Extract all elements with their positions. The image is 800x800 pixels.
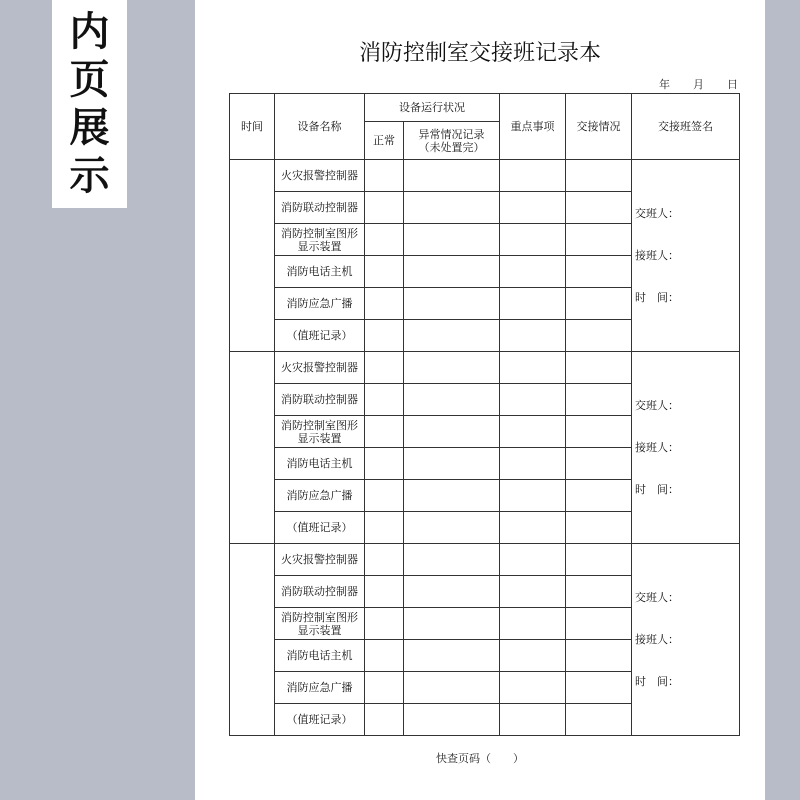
time-cell bbox=[230, 352, 275, 544]
abnormal-cell[interactable] bbox=[404, 704, 500, 736]
handover-cell[interactable] bbox=[566, 192, 632, 224]
device-name-line: 消防联动控制器 bbox=[281, 585, 358, 598]
header-sign: 交接班签名 bbox=[632, 94, 740, 160]
abnormal-cell[interactable] bbox=[404, 608, 500, 640]
device-name-cell bbox=[275, 448, 365, 480]
key-items-cell[interactable] bbox=[500, 384, 566, 416]
receiver-person-label: 接班人： bbox=[635, 632, 679, 646]
key-items-cell[interactable] bbox=[500, 288, 566, 320]
key-items-cell[interactable] bbox=[500, 608, 566, 640]
device-name-cell bbox=[275, 384, 365, 416]
device-name-line: 消防控制室图形 bbox=[281, 226, 358, 240]
time-cell bbox=[230, 544, 275, 736]
sign-cell[interactable] bbox=[632, 544, 740, 736]
device-name-line: （值班记录） bbox=[286, 329, 353, 342]
abnormal-cell[interactable] bbox=[404, 256, 500, 288]
page-index-footer: 快查页码（ ） bbox=[436, 752, 524, 765]
header-device-status: 设备运行状况 bbox=[365, 94, 500, 122]
device-name-line: 消防应急广播 bbox=[286, 297, 353, 310]
label-char: 内 bbox=[69, 8, 110, 55]
key-items-cell[interactable] bbox=[500, 160, 566, 192]
header-abnormal-line2: （未处置完） bbox=[418, 140, 485, 154]
key-items-cell[interactable] bbox=[500, 704, 566, 736]
key-items-cell[interactable] bbox=[500, 640, 566, 672]
device-name-line: 消防应急广播 bbox=[286, 489, 353, 502]
handover-cell[interactable] bbox=[566, 384, 632, 416]
table-row bbox=[230, 544, 740, 576]
abnormal-cell[interactable] bbox=[404, 640, 500, 672]
receiver-person-label: 接班人： bbox=[635, 440, 679, 454]
device-name-cell bbox=[275, 704, 365, 736]
handover-cell[interactable] bbox=[566, 288, 632, 320]
sign-cell[interactable] bbox=[632, 352, 740, 544]
normal-cell[interactable] bbox=[365, 512, 404, 544]
inner-page-label bbox=[52, 0, 127, 208]
normal-cell[interactable] bbox=[365, 672, 404, 704]
abnormal-cell[interactable] bbox=[404, 576, 500, 608]
device-name-line: （值班记录） bbox=[286, 521, 353, 534]
handover-cell[interactable] bbox=[566, 608, 632, 640]
normal-cell[interactable] bbox=[365, 224, 404, 256]
key-items-cell[interactable] bbox=[500, 352, 566, 384]
date-day-label: 日 bbox=[727, 78, 738, 91]
sign-time-label: 时 间： bbox=[635, 674, 679, 688]
device-name-cell bbox=[275, 672, 365, 704]
key-items-cell[interactable] bbox=[500, 480, 566, 512]
device-name-line: 火灾报警控制器 bbox=[281, 553, 358, 566]
abnormal-cell[interactable] bbox=[404, 352, 500, 384]
device-name-line: 消防电话主机 bbox=[286, 265, 353, 278]
sign-cell[interactable] bbox=[632, 160, 740, 352]
handover-cell[interactable] bbox=[566, 448, 632, 480]
header-abnormal bbox=[404, 122, 500, 160]
header-device-name: 设备名称 bbox=[275, 94, 365, 160]
handover-cell[interactable] bbox=[566, 224, 632, 256]
device-name-line: 消防控制室图形 bbox=[281, 418, 358, 432]
key-items-cell[interactable] bbox=[500, 320, 566, 352]
handover-record-table bbox=[229, 93, 740, 736]
device-name-line: 消防应急广播 bbox=[286, 681, 353, 694]
table-row bbox=[230, 160, 740, 192]
normal-cell[interactable] bbox=[365, 608, 404, 640]
handover-cell[interactable] bbox=[566, 320, 632, 352]
label-char: 页 bbox=[69, 56, 110, 103]
device-name-line: 消防联动控制器 bbox=[281, 201, 358, 214]
key-items-cell[interactable] bbox=[500, 224, 566, 256]
normal-cell[interactable] bbox=[365, 448, 404, 480]
device-name-line: 消防联动控制器 bbox=[281, 393, 358, 406]
handover-cell[interactable] bbox=[566, 704, 632, 736]
normal-cell[interactable] bbox=[365, 320, 404, 352]
handover-cell[interactable] bbox=[566, 576, 632, 608]
handover-cell[interactable] bbox=[566, 544, 632, 576]
header-key-items: 重点事项 bbox=[500, 94, 566, 160]
receiver-person-label: 接班人： bbox=[635, 248, 679, 262]
device-name-cell bbox=[275, 320, 365, 352]
normal-cell[interactable] bbox=[365, 576, 404, 608]
handover-cell[interactable] bbox=[566, 256, 632, 288]
handover-cell[interactable] bbox=[566, 160, 632, 192]
key-items-cell[interactable] bbox=[500, 448, 566, 480]
abnormal-cell[interactable] bbox=[404, 288, 500, 320]
abnormal-cell[interactable] bbox=[404, 224, 500, 256]
device-name-line: 消防电话主机 bbox=[286, 457, 353, 470]
key-items-cell[interactable] bbox=[500, 544, 566, 576]
device-name-cell bbox=[275, 608, 365, 640]
sign-time-label: 时 间： bbox=[635, 290, 679, 304]
normal-cell[interactable] bbox=[365, 192, 404, 224]
header-handover: 交接情况 bbox=[566, 94, 632, 160]
handover-person-label: 交班人： bbox=[635, 206, 679, 220]
sign-time-label: 时 间： bbox=[635, 482, 679, 496]
key-items-cell[interactable] bbox=[500, 512, 566, 544]
document-page bbox=[195, 0, 765, 800]
device-name-cell bbox=[275, 224, 365, 256]
normal-cell[interactable] bbox=[365, 256, 404, 288]
abnormal-cell[interactable] bbox=[404, 672, 500, 704]
device-name-cell bbox=[275, 480, 365, 512]
handover-cell[interactable] bbox=[566, 640, 632, 672]
normal-cell[interactable] bbox=[365, 384, 404, 416]
device-name-cell bbox=[275, 192, 365, 224]
device-name-cell bbox=[275, 352, 365, 384]
handover-cell[interactable] bbox=[566, 672, 632, 704]
device-name-cell bbox=[275, 640, 365, 672]
normal-cell[interactable] bbox=[365, 352, 404, 384]
device-name-cell bbox=[275, 576, 365, 608]
document-title: 消防控制室交接班记录本 bbox=[358, 41, 601, 66]
handover-cell[interactable] bbox=[566, 512, 632, 544]
key-items-cell[interactable] bbox=[500, 416, 566, 448]
device-name-line: 显示装置 bbox=[297, 431, 342, 445]
key-items-cell[interactable] bbox=[500, 576, 566, 608]
handover-cell[interactable] bbox=[566, 416, 632, 448]
normal-cell[interactable] bbox=[365, 480, 404, 512]
handover-cell[interactable] bbox=[566, 352, 632, 384]
handover-cell[interactable] bbox=[566, 480, 632, 512]
device-name-line: 消防电话主机 bbox=[286, 649, 353, 662]
device-name-cell bbox=[275, 288, 365, 320]
normal-cell[interactable] bbox=[365, 288, 404, 320]
device-name-cell bbox=[275, 416, 365, 448]
abnormal-cell[interactable] bbox=[404, 448, 500, 480]
abnormal-cell[interactable] bbox=[404, 512, 500, 544]
device-name-cell bbox=[275, 160, 365, 192]
header-abnormal-line1: 异常情况记录 bbox=[418, 127, 485, 141]
normal-cell[interactable] bbox=[365, 416, 404, 448]
handover-person-label: 交班人： bbox=[635, 590, 679, 604]
device-name-cell bbox=[275, 512, 365, 544]
abnormal-cell[interactable] bbox=[404, 192, 500, 224]
device-name-line: 显示装置 bbox=[297, 239, 342, 253]
device-name-line: （值班记录） bbox=[286, 713, 353, 726]
header-normal: 正常 bbox=[365, 122, 404, 160]
device-name-line: 火灾报警控制器 bbox=[281, 361, 358, 374]
header-time: 时间 bbox=[230, 94, 275, 160]
table-row bbox=[230, 352, 740, 384]
label-char: 展 bbox=[69, 104, 110, 151]
abnormal-cell[interactable] bbox=[404, 384, 500, 416]
time-cell bbox=[230, 160, 275, 352]
label-char: 示 bbox=[69, 152, 110, 199]
date-month-label: 月 bbox=[693, 78, 704, 91]
device-name-line: 消防控制室图形 bbox=[281, 610, 358, 624]
device-name-line: 显示装置 bbox=[297, 623, 342, 637]
normal-cell[interactable] bbox=[365, 640, 404, 672]
normal-cell[interactable] bbox=[365, 160, 404, 192]
abnormal-cell[interactable] bbox=[404, 480, 500, 512]
key-items-cell[interactable] bbox=[500, 672, 566, 704]
normal-cell[interactable] bbox=[365, 544, 404, 576]
abnormal-cell[interactable] bbox=[404, 416, 500, 448]
abnormal-cell[interactable] bbox=[404, 544, 500, 576]
key-items-cell[interactable] bbox=[500, 192, 566, 224]
device-name-cell bbox=[275, 544, 365, 576]
date-year-label: 年 bbox=[659, 78, 670, 91]
key-items-cell[interactable] bbox=[500, 256, 566, 288]
abnormal-cell[interactable] bbox=[404, 160, 500, 192]
normal-cell[interactable] bbox=[365, 704, 404, 736]
device-name-cell bbox=[275, 256, 365, 288]
abnormal-cell[interactable] bbox=[404, 320, 500, 352]
handover-person-label: 交班人： bbox=[635, 398, 679, 412]
device-name-line: 火灾报警控制器 bbox=[281, 169, 358, 182]
